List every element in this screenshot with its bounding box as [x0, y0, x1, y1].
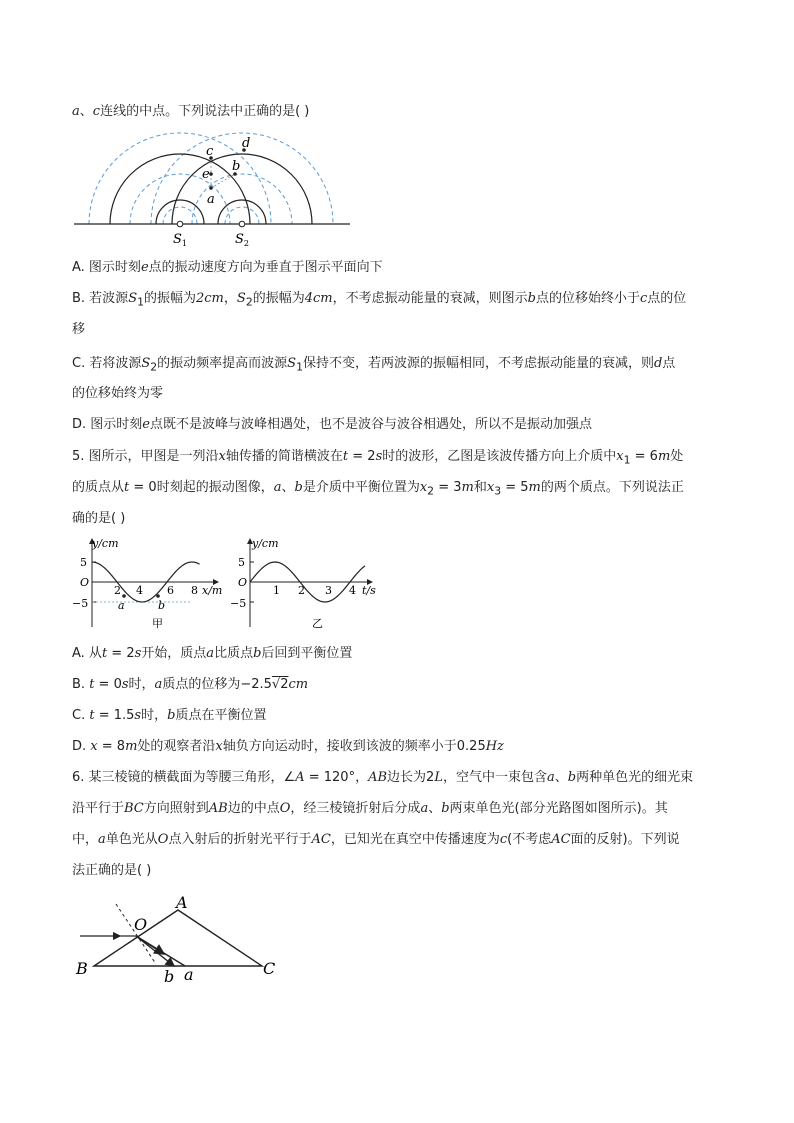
jia-caption: 甲 [152, 617, 163, 630]
q6-label-b: b [164, 967, 175, 986]
q6-stem-line4: 法正确的是( ) [72, 863, 152, 878]
q6-label-C: C [263, 959, 276, 978]
q4-label-a: a [207, 192, 215, 207]
q4-option-d: D. 图示时刻e点既不是波峰与波峰相遇处，也不是波谷与波谷相遇处，所以不是振动加强点 [72, 417, 592, 432]
q4-label-b: b [232, 159, 241, 174]
yi-xlabel: t/s [362, 584, 376, 597]
yi-origin: O [238, 576, 248, 589]
jia-x2: 2 [114, 584, 121, 597]
q4-option-b-line1: B. 若波源$S_1$的振幅为2cm，$S_2$的振幅为4cm，不考虑振动能量的衰减，则图示b点的位移始终小于c点的位 [72, 291, 687, 309]
jia-y5: 5 [80, 556, 87, 569]
q6-stem-line2: 沿平行于BC方向照射到AB边的中点O，经三棱镜折射后分成a、b两束单色光(部分光路图如图所示)。其 [72, 801, 668, 816]
q4-label-s2: $S_2$ [235, 232, 249, 248]
q6-stem-line1: 6. 某三棱镜的横截面为等腰三角形，∠A = 120°，AB边长为2L，空气中一束包含a、b两种单色光的细光束 [72, 770, 694, 785]
yi-t3: 3 [325, 584, 332, 597]
q4-stem-tail: a、c连线的中点。下列说法中正确的是( ) [72, 104, 310, 119]
q5-vibration-graph-yi [230, 537, 380, 637]
q6-label-A: A [176, 893, 188, 912]
yi-t2: 2 [298, 584, 305, 597]
q6-label-B: B [76, 959, 88, 978]
yi-t4: 4 [349, 584, 356, 597]
q5-stem-line3: 确的是( ) [72, 511, 126, 526]
q4-option-a: A. 图示时刻e点的振动速度方向为垂直于图示平面向下 [72, 260, 383, 275]
q4-option-c-line1: C. 若将波源$S_2$的振动频率提高而波源$S_1$保持不变，若两波源的振幅相同，不考虑振动能量的衰减，则d点 [72, 356, 676, 374]
q4-label-c: c [206, 144, 214, 159]
yi-y5: 5 [238, 556, 245, 569]
jia-x6: 6 [167, 584, 174, 597]
q6-stem-line3: 中，a单色光从O点入射后的折射光平行于AC，已知光在真空中传播速度为c(不考虑AC面的反射)。下列说 [72, 832, 680, 847]
q5-option-a: A. 从t = 2s开始，质点a比质点b后回到平衡位置 [72, 646, 353, 661]
jia-x8: 8 [191, 584, 198, 597]
jia-origin: O [80, 576, 90, 589]
q5-option-c: C. t = 1.5s时，b质点在平衡位置 [72, 708, 267, 723]
q4-label-s1: $S_1$ [173, 232, 187, 248]
jia-point-b: b [158, 599, 166, 612]
jia-ylabel: y/cm [92, 537, 119, 550]
yi-ylabel: y/cm [252, 537, 279, 550]
q5-stem-line2: 的质点从t = 0时刻起的振动图像，a、b是介质中平衡位置为$x_2 = 3m$和$x_3 = 5m$的两个质点。下列说法正 [72, 480, 684, 498]
q5-stem-line1: 5. 图所示，甲图是一列沿x轴传播的简谐横波在t = 2s时的波形，乙图是该波传播方向上介质中$x_1 = 6m$处 [72, 449, 684, 467]
yi-caption: 乙 [312, 617, 323, 630]
q5-option-b: B. t = 0s时，a质点的位移为−2.5√2cm [72, 677, 309, 692]
jia-point-a: a [118, 599, 125, 612]
jia-xlabel: x/m [202, 584, 223, 597]
q5-wave-graph-jia [70, 537, 230, 637]
q6-label-O: O [134, 915, 148, 934]
jia-x4: 4 [136, 584, 143, 597]
q5-option-d: D. x = 8m处的观察者沿x轴负方向运动时，接收到该波的频率小于0.25Hz [72, 739, 504, 754]
q4-label-d: d [242, 136, 251, 151]
q4-label-e: e [202, 167, 210, 182]
yi-ym5: −5 [230, 597, 247, 610]
q4-interference-figure [72, 128, 352, 250]
q4-option-b-line2: 移 [72, 322, 86, 337]
q6-prism-figure [72, 890, 292, 985]
q6-label-a: a [184, 965, 194, 984]
yi-t1: 1 [273, 584, 280, 597]
q4-option-c-line2: 的位移始终为零 [72, 386, 164, 401]
jia-ym5: −5 [72, 597, 89, 610]
